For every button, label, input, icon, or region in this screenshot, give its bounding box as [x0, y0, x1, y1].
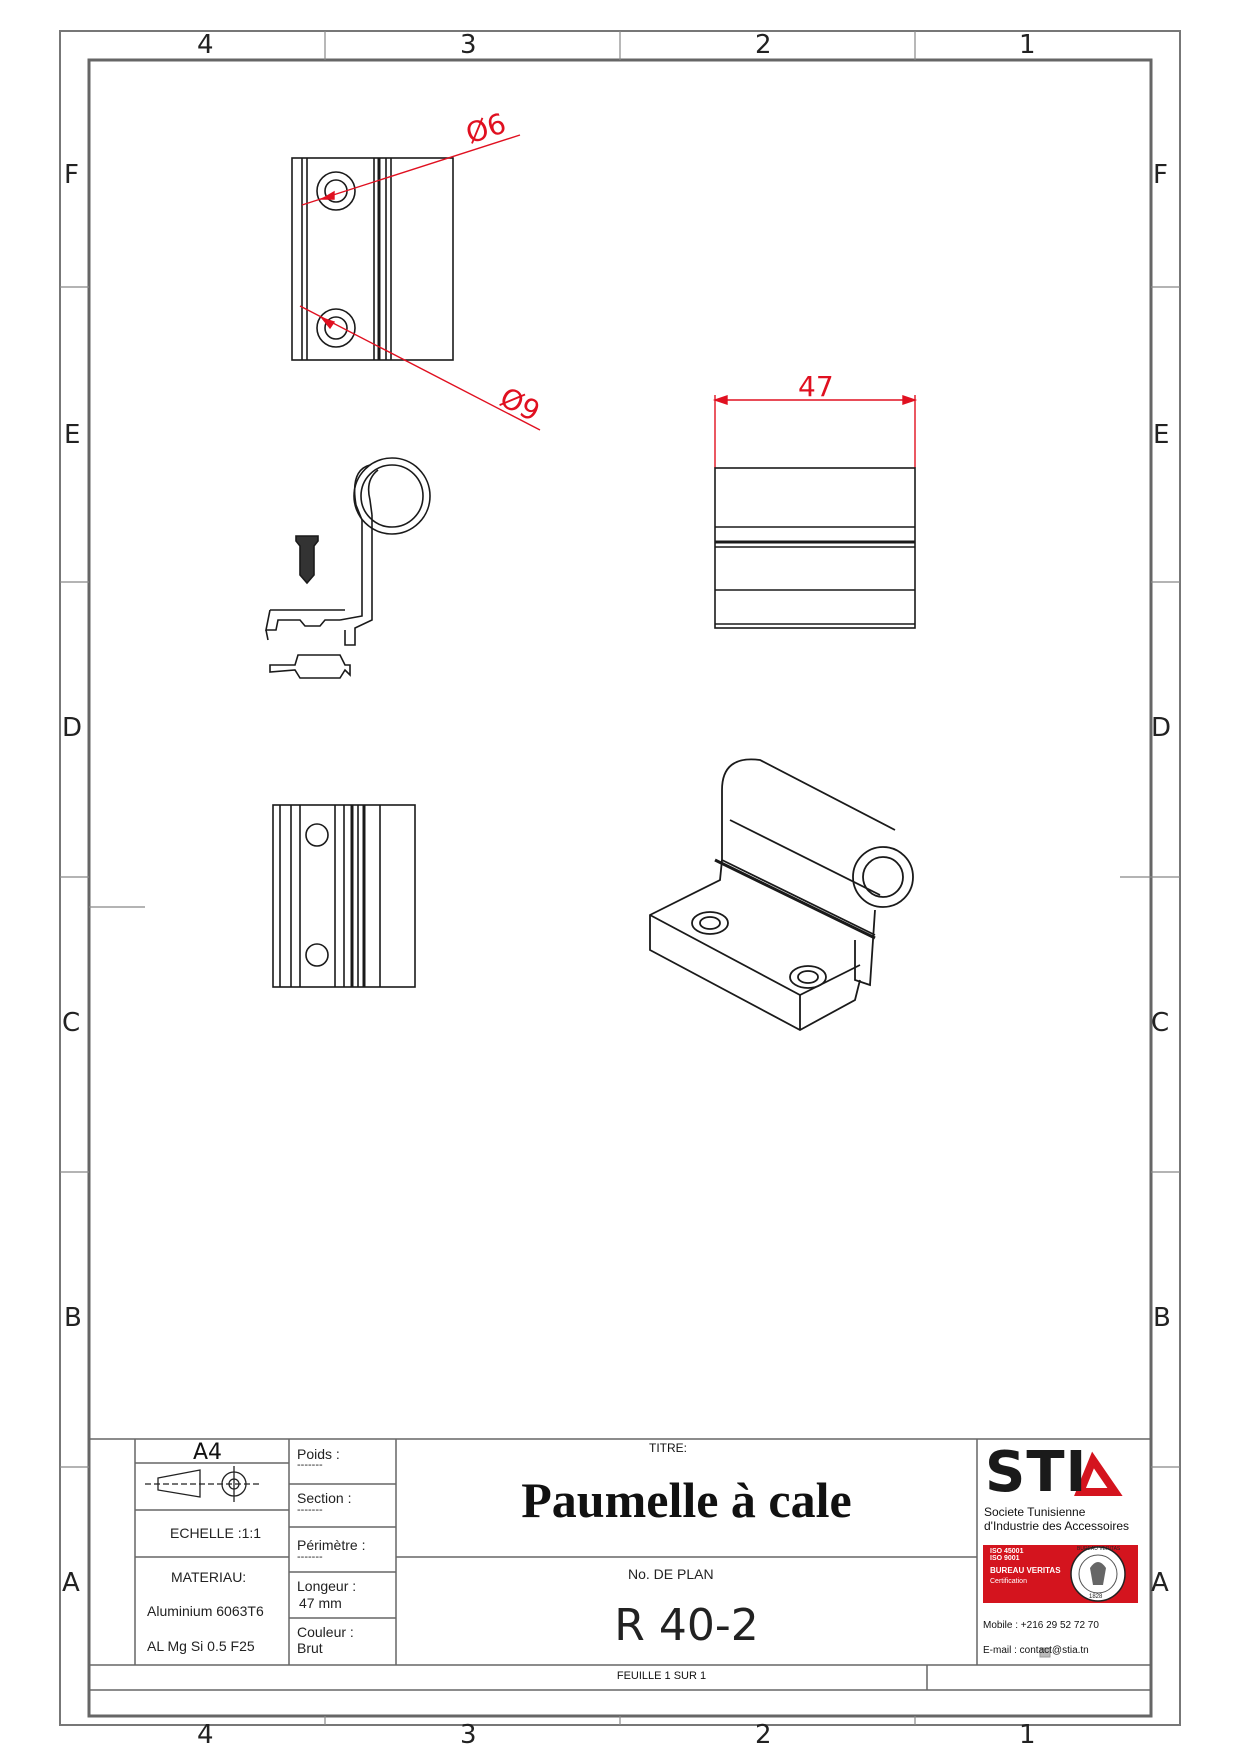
company-name-2: d'Industrie des Accessoires: [984, 1519, 1130, 1533]
zone-col-3-bottom: 3: [460, 1720, 477, 1750]
front-view: [715, 468, 915, 628]
projection-symbol-icon: [145, 1466, 262, 1502]
cert-certification: Certification: [990, 1578, 1027, 1585]
zone-col-2-top: 2: [755, 30, 772, 60]
couleur-value: Brut: [297, 1640, 323, 1656]
zone-col-1-bottom: 1: [1019, 1720, 1036, 1750]
dimension-hole-small: Ø6: [461, 106, 510, 151]
plan-number: R 40-2: [614, 1600, 759, 1651]
zone-col-3-top: 3: [460, 30, 477, 60]
company-logo: STI: [985, 1440, 1088, 1505]
titre-label: TITRE:: [649, 1441, 687, 1455]
perimetre-value: -------: [297, 1551, 323, 1563]
zone-row-f-right: F: [1153, 160, 1168, 190]
zone-row-a-left: A: [62, 1568, 80, 1598]
company-mobile: Mobile : +216 29 52 72 70: [983, 1620, 1099, 1631]
company-email: E-mail : contact@stia.tn: [983, 1645, 1089, 1656]
zone-row-d-left: D: [62, 713, 83, 743]
zone-row-e-right: E: [1153, 420, 1170, 450]
material-label: MATERIAU:: [171, 1569, 247, 1585]
material-value-1: Aluminium 6063T6: [147, 1603, 264, 1619]
dimension-hole-large: Ø9: [494, 380, 546, 429]
zone-col-1-top: 1: [1019, 30, 1036, 60]
zone-row-e-left: E: [64, 420, 81, 450]
cert-bureau-veritas: BUREAU VERITAS: [990, 1566, 1061, 1575]
seal-year: 1828: [1089, 1594, 1103, 1600]
perimetre-label: Périmètre :: [297, 1537, 366, 1553]
material-value-2: AL Mg Si 0.5 F25: [147, 1638, 255, 1654]
seal-text: BUREAU VERITAS: [1077, 1546, 1121, 1552]
bottom-view: [273, 805, 415, 987]
plan-number-label: No. DE PLAN: [628, 1566, 714, 1582]
top-view: [292, 158, 453, 360]
zone-col-4-bottom: 4: [197, 1720, 214, 1750]
profile-section: [266, 458, 430, 678]
zone-col-4-top: 4: [197, 30, 214, 60]
zone-row-b-right: B: [1153, 1303, 1171, 1333]
longeur-value: 47 mm: [299, 1595, 342, 1611]
cert-iso-45001: ISO 45001: [990, 1548, 1024, 1555]
poids-label: Poids :: [297, 1446, 340, 1462]
dimension-length: 47: [798, 370, 834, 403]
couleur-label: Couleur :: [297, 1624, 354, 1640]
longeur-label: Longeur :: [297, 1578, 357, 1594]
poids-value: -------: [297, 1459, 323, 1471]
sheet-number: FEUILLE 1 SUR 1: [616, 1670, 707, 1682]
zone-col-2-bottom: 2: [755, 1720, 772, 1750]
zone-row-c-left: C: [62, 1008, 81, 1038]
drawing-title: Paumelle à cale: [521, 1472, 852, 1528]
section-value: -------: [297, 1504, 323, 1516]
company-name-1: Societe Tunisienne: [984, 1505, 1086, 1519]
dimension-lines: [300, 135, 915, 468]
cert-iso-9001: ISO 9001: [990, 1555, 1020, 1562]
zone-row-b-left: B: [64, 1303, 82, 1333]
isometric-view: [650, 759, 913, 1030]
zone-row-f-left: F: [64, 160, 79, 190]
section-label: Section :: [297, 1490, 352, 1506]
zone-row-d-right: D: [1151, 713, 1172, 743]
format-label: A4: [193, 1440, 223, 1465]
zone-row-c-right: C: [1151, 1008, 1170, 1038]
zone-row-a-right: A: [1151, 1568, 1169, 1598]
scale-label: ECHELLE :1:1: [170, 1525, 262, 1541]
